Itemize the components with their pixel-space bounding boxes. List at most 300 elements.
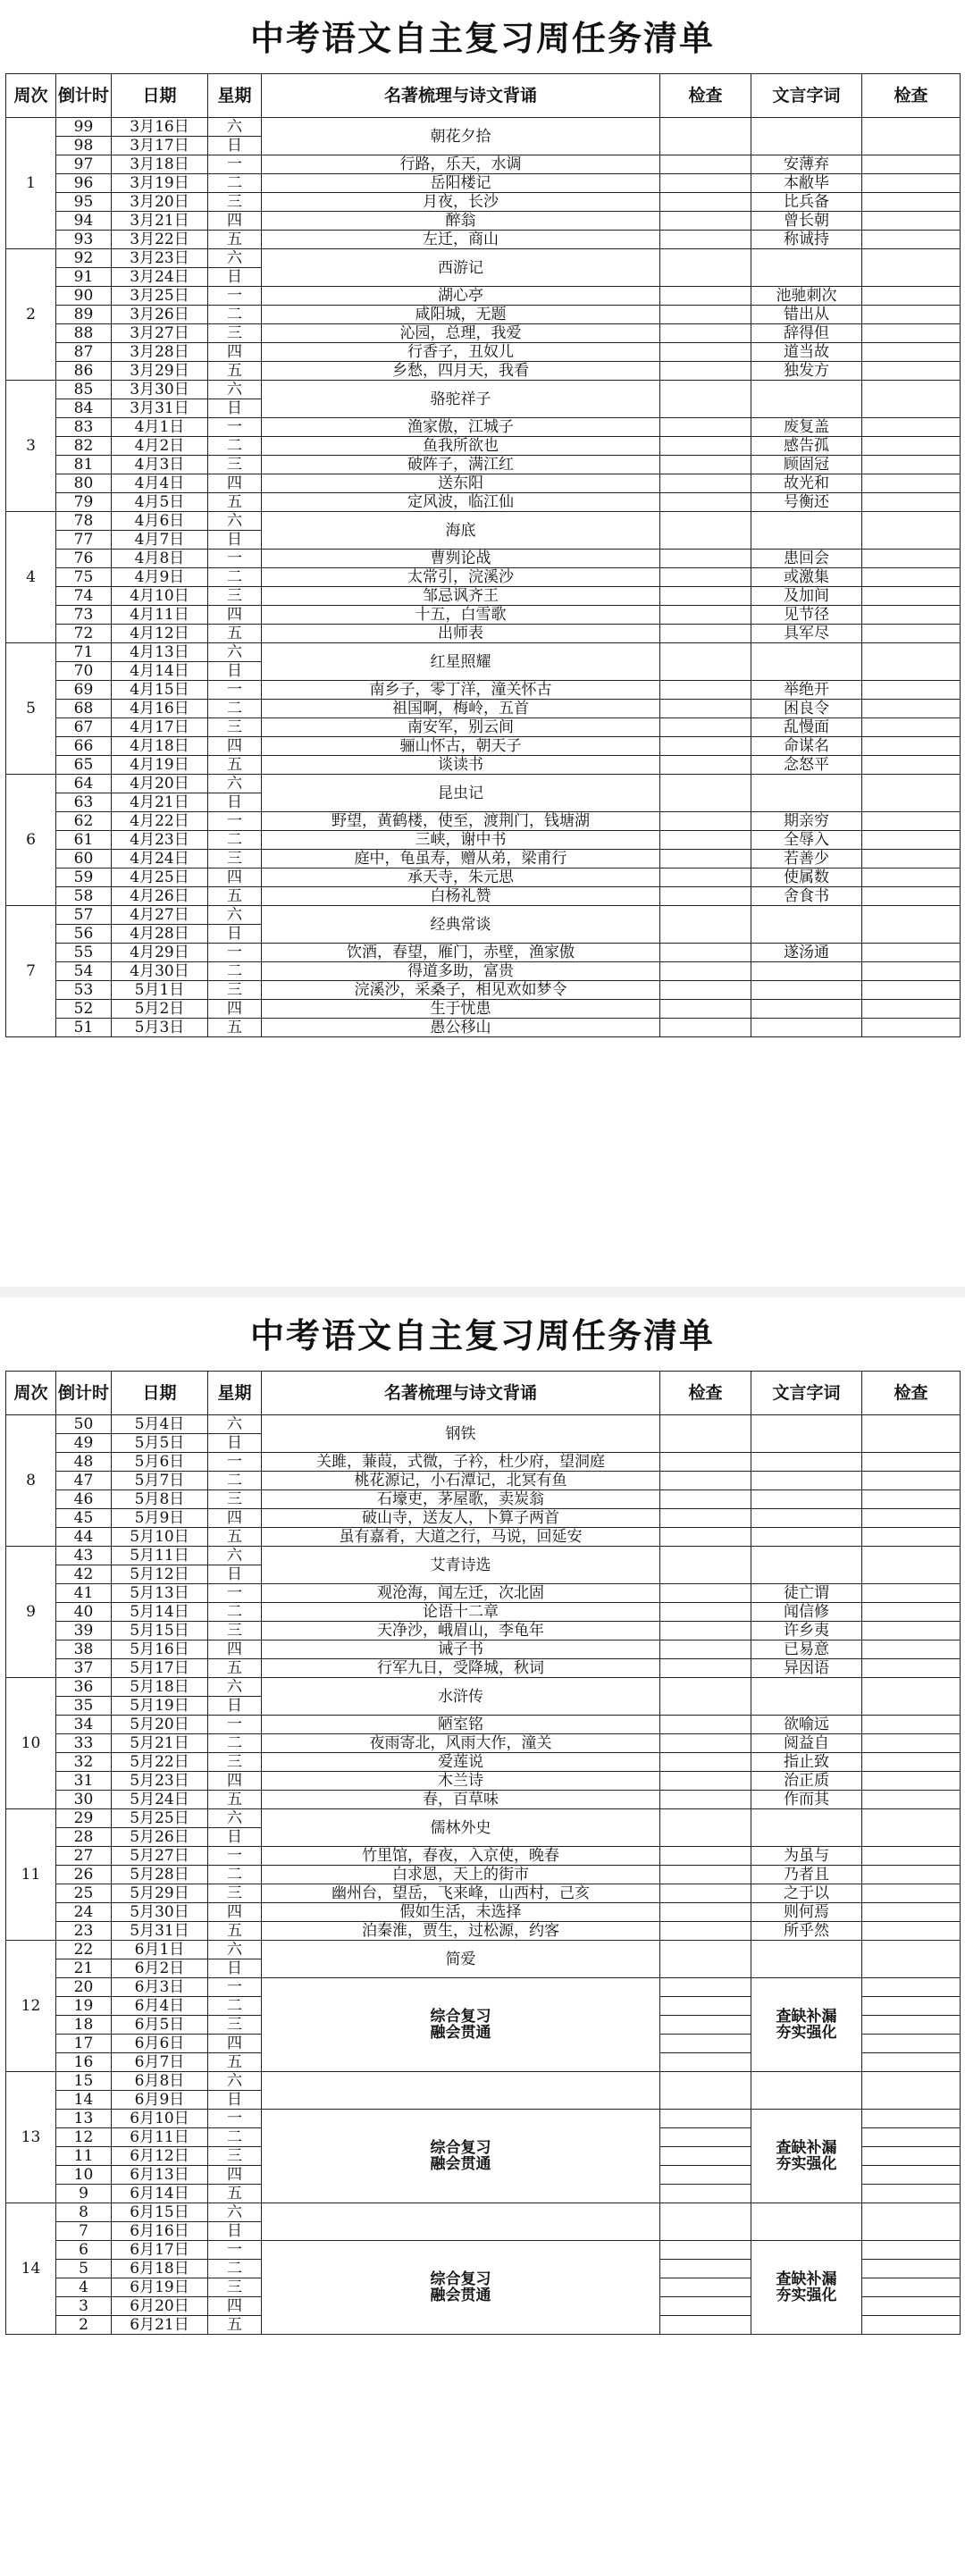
check-cell-2	[862, 2203, 961, 2241]
task-cell: 承天寺，朱元思	[262, 868, 660, 887]
countdown-cell: 44	[56, 1528, 112, 1547]
date-cell: 5月25日	[112, 1809, 208, 1828]
check-cell	[660, 2147, 751, 2166]
weekday-cell: 五	[208, 756, 262, 775]
words-cell: 道当故	[751, 343, 862, 362]
countdown-cell: 72	[56, 625, 112, 643]
check-cell	[660, 944, 751, 962]
countdown-cell: 19	[56, 1997, 112, 2016]
weekday-cell: 二	[208, 700, 262, 718]
book-topic	[262, 2072, 660, 2110]
check-cell-2	[862, 850, 961, 868]
words-cell	[751, 1528, 862, 1547]
words-cell	[751, 2203, 862, 2241]
table-row	[6, 306, 961, 324]
weekday-cell: 六	[208, 643, 262, 662]
words-cell: 欲喻远	[751, 1716, 862, 1734]
countdown-cell: 26	[56, 1866, 112, 1884]
date-cell: 4月19日	[112, 756, 208, 775]
check-cell	[660, 343, 751, 362]
words-cell: 废复盖	[751, 418, 862, 437]
check-cell	[660, 418, 751, 437]
week-number: 6	[6, 775, 56, 906]
check-cell-2	[862, 437, 961, 456]
date-cell: 4月13日	[112, 643, 208, 662]
check-cell-2	[862, 1603, 961, 1622]
task-cell: 爱莲说	[262, 1753, 660, 1772]
date-cell: 5月17日	[112, 1659, 208, 1678]
table-row	[6, 456, 961, 474]
words-cell: 闻信修	[751, 1603, 862, 1622]
date-cell: 3月16日	[112, 118, 208, 137]
weekday-cell: 二	[208, 831, 262, 850]
countdown-cell: 54	[56, 962, 112, 981]
table-row	[6, 2110, 961, 2128]
table-row	[6, 1716, 961, 1734]
weekday-cell: 六	[208, 1941, 262, 1959]
date-cell: 5月5日	[112, 1434, 208, 1453]
countdown-cell: 97	[56, 155, 112, 174]
words-cell: 称诚持	[751, 231, 862, 249]
weekday-cell: 一	[208, 1978, 262, 1997]
table-row	[6, 155, 961, 174]
countdown-cell: 94	[56, 212, 112, 231]
task-table	[5, 1371, 961, 2335]
review-line: 综合复习	[430, 2139, 491, 2157]
table-row	[6, 381, 961, 399]
task-cell: 乡愁，四月天，我看	[262, 362, 660, 381]
check-cell-2	[862, 2260, 961, 2278]
weekday-cell: 六	[208, 1678, 262, 1697]
task-cell: 破山寺，送友人，卜算子两首	[262, 1509, 660, 1528]
words-cell: 命谋名	[751, 737, 862, 756]
date-cell: 6月7日	[112, 2053, 208, 2072]
countdown-cell: 16	[56, 2053, 112, 2072]
weekday-cell: 四	[208, 1640, 262, 1659]
check-cell-2	[862, 2128, 961, 2147]
book-topic: 艾青诗选	[262, 1547, 660, 1584]
check-cell-2	[862, 456, 961, 474]
check-cell-2	[862, 212, 961, 231]
table-row	[6, 1978, 961, 1997]
check-cell-2	[862, 2147, 961, 2166]
check-cell	[660, 2110, 751, 2128]
date-cell: 4月27日	[112, 906, 208, 925]
date-cell: 6月12日	[112, 2147, 208, 2166]
weekday-cell: 四	[208, 2297, 262, 2316]
date-cell: 3月18日	[112, 155, 208, 174]
check-cell-2	[862, 381, 961, 418]
check-cell-2	[862, 700, 961, 718]
words-cell: 治正质	[751, 1772, 862, 1791]
task-cell: 湖心亭	[262, 287, 660, 306]
check-cell-2	[862, 1640, 961, 1659]
words-cell: 则何焉	[751, 1903, 862, 1922]
table-row	[6, 1847, 961, 1866]
table-row	[6, 981, 961, 1000]
date-cell: 5月12日	[112, 1565, 208, 1584]
task-cell: 十五，白雪歌	[262, 606, 660, 625]
check-cell	[660, 1941, 751, 1978]
task-cell: 鱼我所欲也	[262, 437, 660, 456]
check-cell-2	[862, 2166, 961, 2185]
date-cell: 6月5日	[112, 2016, 208, 2035]
weekday-cell: 二	[208, 2128, 262, 2147]
task-cell: 天净沙，峨眉山，李龟年	[262, 1622, 660, 1640]
check-cell-2	[862, 1809, 961, 1847]
countdown-cell: 79	[56, 493, 112, 512]
weekday-cell: 五	[208, 887, 262, 906]
date-cell: 4月17日	[112, 718, 208, 737]
table-row	[6, 1640, 961, 1659]
countdown-cell: 14	[56, 2091, 112, 2110]
book-topic: 钢铁	[262, 1415, 660, 1453]
date-cell: 5月26日	[112, 1828, 208, 1847]
table-row	[6, 1547, 961, 1565]
check-cell	[660, 643, 751, 681]
table-row	[6, 643, 961, 662]
book-topic: 简爱	[262, 1941, 660, 1978]
countdown-cell: 61	[56, 831, 112, 850]
date-cell: 5月8日	[112, 1490, 208, 1509]
date-cell: 6月15日	[112, 2203, 208, 2222]
weekday-cell: 一	[208, 2241, 262, 2260]
weekday-cell: 日	[208, 925, 262, 944]
check-cell-2	[862, 1584, 961, 1603]
check-cell-2	[862, 231, 961, 249]
check-cell-2	[862, 944, 961, 962]
header-check-2: 检查	[862, 74, 961, 118]
weekday-cell: 一	[208, 1584, 262, 1603]
header-weekday: 星期	[208, 1372, 262, 1415]
check-cell-2	[862, 2053, 961, 2072]
weekday-cell: 五	[208, 1019, 262, 1037]
words-cell: 全辱入	[751, 831, 862, 850]
countdown-cell: 31	[56, 1772, 112, 1791]
date-cell: 4月29日	[112, 944, 208, 962]
table-row	[6, 718, 961, 737]
table-row	[6, 681, 961, 700]
weekday-cell: 三	[208, 2278, 262, 2297]
task-cell: 夜雨寄北，风雨大作，潼关	[262, 1734, 660, 1753]
table-row	[6, 1472, 961, 1490]
date-cell: 5月29日	[112, 1884, 208, 1903]
review-line: 融会贯通	[430, 2287, 491, 2304]
date-cell: 3月25日	[112, 287, 208, 306]
task-cell: 白杨礼赞	[262, 887, 660, 906]
countdown-cell: 93	[56, 231, 112, 249]
words-cell	[751, 1019, 862, 1037]
check-cell	[660, 155, 751, 174]
date-cell: 6月13日	[112, 2166, 208, 2185]
countdown-cell: 33	[56, 1734, 112, 1753]
weekday-cell: 三	[208, 587, 262, 606]
table-row	[6, 2241, 961, 2260]
check-cell-2	[862, 362, 961, 381]
countdown-cell: 51	[56, 1019, 112, 1037]
countdown-cell: 91	[56, 268, 112, 287]
book-topic: 昆虫记	[262, 775, 660, 812]
check-cell	[660, 756, 751, 775]
check-cell	[660, 1547, 751, 1584]
countdown-cell: 81	[56, 456, 112, 474]
check-cell	[660, 868, 751, 887]
words-cell: 及加间	[751, 587, 862, 606]
table-row	[6, 1734, 961, 1753]
task-cell: 诫子书	[262, 1640, 660, 1659]
check-cell-2	[862, 1753, 961, 1772]
weekday-cell: 六	[208, 118, 262, 137]
weekday-cell: 二	[208, 962, 262, 981]
table-row	[6, 550, 961, 568]
date-cell: 4月12日	[112, 625, 208, 643]
date-cell: 4月30日	[112, 962, 208, 981]
weekday-cell: 日	[208, 1959, 262, 1978]
date-cell: 5月30日	[112, 1903, 208, 1922]
words-cell: 为虽与	[751, 1847, 862, 1866]
countdown-cell: 21	[56, 1959, 112, 1978]
check-cell	[660, 1884, 751, 1903]
countdown-cell: 63	[56, 793, 112, 812]
check-cell	[660, 568, 751, 587]
task-cell: 虽有嘉肴，大道之行，马说，回延安	[262, 1528, 660, 1547]
task-cell: 咸阳城，无题	[262, 306, 660, 324]
header-check: 检查	[660, 1372, 751, 1415]
check-cell	[660, 512, 751, 550]
countdown-cell: 89	[56, 306, 112, 324]
check-cell-2	[862, 1978, 961, 1997]
words-cell	[751, 906, 862, 944]
date-cell: 4月4日	[112, 474, 208, 493]
book-topic: 经典常谈	[262, 906, 660, 944]
review-line: 融会贯通	[430, 2155, 491, 2173]
check-cell	[660, 2053, 751, 2072]
words-cell: 顾固冠	[751, 456, 862, 474]
countdown-cell: 2	[56, 2316, 112, 2335]
book-topic	[262, 2203, 660, 2241]
date-cell: 3月29日	[112, 362, 208, 381]
table-row	[6, 1415, 961, 1434]
check-cell	[660, 1603, 751, 1622]
check-cell-2	[862, 324, 961, 343]
countdown-cell: 74	[56, 587, 112, 606]
week-number: 7	[6, 906, 56, 1037]
date-cell: 3月23日	[112, 249, 208, 268]
task-cell: 饮酒，春望，雁门，赤壁，渔家傲	[262, 944, 660, 962]
date-cell: 4月25日	[112, 868, 208, 887]
check-cell	[660, 2166, 751, 2185]
weekday-cell: 六	[208, 1547, 262, 1565]
table-row	[6, 1019, 961, 1037]
countdown-cell: 25	[56, 1884, 112, 1903]
check-cell	[660, 1528, 751, 1547]
countdown-cell: 22	[56, 1941, 112, 1959]
check-cell-2	[862, 1453, 961, 1472]
check-cell-2	[862, 775, 961, 812]
task-cell: 行路，乐天，水调	[262, 155, 660, 174]
weekday-cell: 一	[208, 155, 262, 174]
words-cell: 具军尽	[751, 625, 862, 643]
check-cell-2	[862, 568, 961, 587]
check-cell	[660, 1584, 751, 1603]
weekday-cell: 五	[208, 1528, 262, 1547]
date-cell: 3月27日	[112, 324, 208, 343]
words-cell: 安薄弃	[751, 155, 862, 174]
words-cell: 作而其	[751, 1791, 862, 1809]
words-cell	[751, 1472, 862, 1490]
words-cell: 异因语	[751, 1659, 862, 1678]
check-cell-2	[862, 493, 961, 512]
date-cell: 5月16日	[112, 1640, 208, 1659]
date-cell: 5月27日	[112, 1847, 208, 1866]
date-cell: 4月3日	[112, 456, 208, 474]
weekday-cell: 二	[208, 1603, 262, 1622]
weekday-cell: 五	[208, 2185, 262, 2203]
check-cell	[660, 2035, 751, 2053]
task-cell: 论语十二章	[262, 1603, 660, 1622]
week-number: 2	[6, 249, 56, 381]
weekday-cell: 三	[208, 981, 262, 1000]
weekday-cell: 四	[208, 2035, 262, 2053]
check-cell	[660, 587, 751, 606]
countdown-cell: 46	[56, 1490, 112, 1509]
date-cell: 6月16日	[112, 2222, 208, 2241]
task-cell: 观沧海，闻左迁，次北固	[262, 1584, 660, 1603]
date-cell: 3月28日	[112, 343, 208, 362]
task-cell: 太常引，浣溪沙	[262, 568, 660, 587]
countdown-cell: 66	[56, 737, 112, 756]
table-row	[6, 1753, 961, 1772]
weekday-cell: 一	[208, 2110, 262, 2128]
weekday-cell: 四	[208, 212, 262, 231]
countdown-cell: 57	[56, 906, 112, 925]
table-row	[6, 1453, 961, 1472]
weekday-cell: 日	[208, 1434, 262, 1453]
countdown-cell: 85	[56, 381, 112, 399]
check-cell	[660, 437, 751, 456]
check-cell	[660, 1772, 751, 1791]
date-cell: 4月8日	[112, 550, 208, 568]
check-cell-2	[862, 2316, 961, 2335]
words-cell	[751, 1547, 862, 1584]
date-cell: 5月15日	[112, 1622, 208, 1640]
table-row	[6, 1490, 961, 1509]
date-cell: 6月17日	[112, 2241, 208, 2260]
check-cell	[660, 1997, 751, 2016]
check-cell	[660, 2185, 751, 2203]
check-cell-2	[862, 1547, 961, 1584]
weekday-cell: 三	[208, 1622, 262, 1640]
task-cell: 竹里馆，春夜，入京使，晚春	[262, 1847, 660, 1866]
check-cell-2	[862, 2241, 961, 2260]
date-cell: 3月31日	[112, 399, 208, 418]
countdown-cell: 98	[56, 137, 112, 155]
table-row	[6, 1922, 961, 1941]
date-cell: 5月13日	[112, 1584, 208, 1603]
check-cell	[660, 1490, 751, 1509]
weekday-cell: 一	[208, 1847, 262, 1866]
book-topic: 儒林外史	[262, 1809, 660, 1847]
check-cell	[660, 1659, 751, 1678]
countdown-cell: 99	[56, 118, 112, 137]
words-cell: 乃者且	[751, 1866, 862, 1884]
review-note	[262, 1978, 660, 2072]
countdown-cell: 83	[56, 418, 112, 437]
words-cell: 乱慢面	[751, 718, 862, 737]
countdown-cell: 13	[56, 2110, 112, 2128]
check-cell	[660, 1903, 751, 1922]
date-cell: 3月22日	[112, 231, 208, 249]
task-cell: 破阵子，满江红	[262, 456, 660, 474]
countdown-cell: 30	[56, 1791, 112, 1809]
date-cell: 5月23日	[112, 1772, 208, 1791]
date-cell: 6月18日	[112, 2260, 208, 2278]
date-cell: 4月18日	[112, 737, 208, 756]
countdown-cell: 62	[56, 812, 112, 831]
table-row	[6, 493, 961, 512]
date-cell: 6月21日	[112, 2316, 208, 2335]
check-cell	[660, 324, 751, 343]
header-countdown: 倒计时	[56, 74, 112, 118]
date-cell: 4月22日	[112, 812, 208, 831]
date-cell: 4月7日	[112, 531, 208, 550]
countdown-cell: 77	[56, 531, 112, 550]
table-row	[6, 868, 961, 887]
countdown-cell: 64	[56, 775, 112, 793]
words-cell	[751, 381, 862, 418]
countdown-cell: 36	[56, 1678, 112, 1697]
weekday-cell: 五	[208, 2053, 262, 2072]
check-cell	[660, 1640, 751, 1659]
check-cell-2	[862, 2278, 961, 2297]
countdown-cell: 4	[56, 2278, 112, 2297]
words-cell: 曾长朝	[751, 212, 862, 231]
weekday-cell: 三	[208, 1884, 262, 1903]
date-cell: 4月15日	[112, 681, 208, 700]
task-cell: 左迁，商山	[262, 231, 660, 249]
countdown-cell: 92	[56, 249, 112, 268]
date-cell: 3月21日	[112, 212, 208, 231]
header-task: 名著梳理与诗文背诵	[262, 74, 660, 118]
check-cell	[660, 2278, 751, 2297]
date-cell: 6月1日	[112, 1941, 208, 1959]
words-cell: 许乡夷	[751, 1622, 862, 1640]
table-row	[6, 1772, 961, 1791]
header-date: 日期	[112, 74, 208, 118]
date-cell: 6月6日	[112, 2035, 208, 2053]
check-cell-2	[862, 812, 961, 831]
check-cell-2	[862, 1791, 961, 1809]
words-cell	[751, 249, 862, 287]
task-cell: 浣溪沙，采桑子，相见欢如梦令	[262, 981, 660, 1000]
countdown-cell: 67	[56, 718, 112, 737]
words-cell: 已易意	[751, 1640, 862, 1659]
check-cell-2	[862, 1941, 961, 1978]
check-cell-2	[862, 1847, 961, 1866]
weekday-cell: 日	[208, 2091, 262, 2110]
check-cell-2	[862, 550, 961, 568]
check-cell-2	[862, 1716, 961, 1734]
header-week: 周次	[6, 1372, 56, 1415]
check-cell-2	[862, 756, 961, 775]
date-cell: 6月14日	[112, 2185, 208, 2203]
review-line: 融会贯通	[430, 2024, 491, 2042]
weekday-cell: 四	[208, 2166, 262, 2185]
task-cell: 醉翁	[262, 212, 660, 231]
date-cell: 5月3日	[112, 1019, 208, 1037]
review-line: 综合复习	[430, 2270, 491, 2288]
review-line: 综合复习	[430, 2008, 491, 2026]
